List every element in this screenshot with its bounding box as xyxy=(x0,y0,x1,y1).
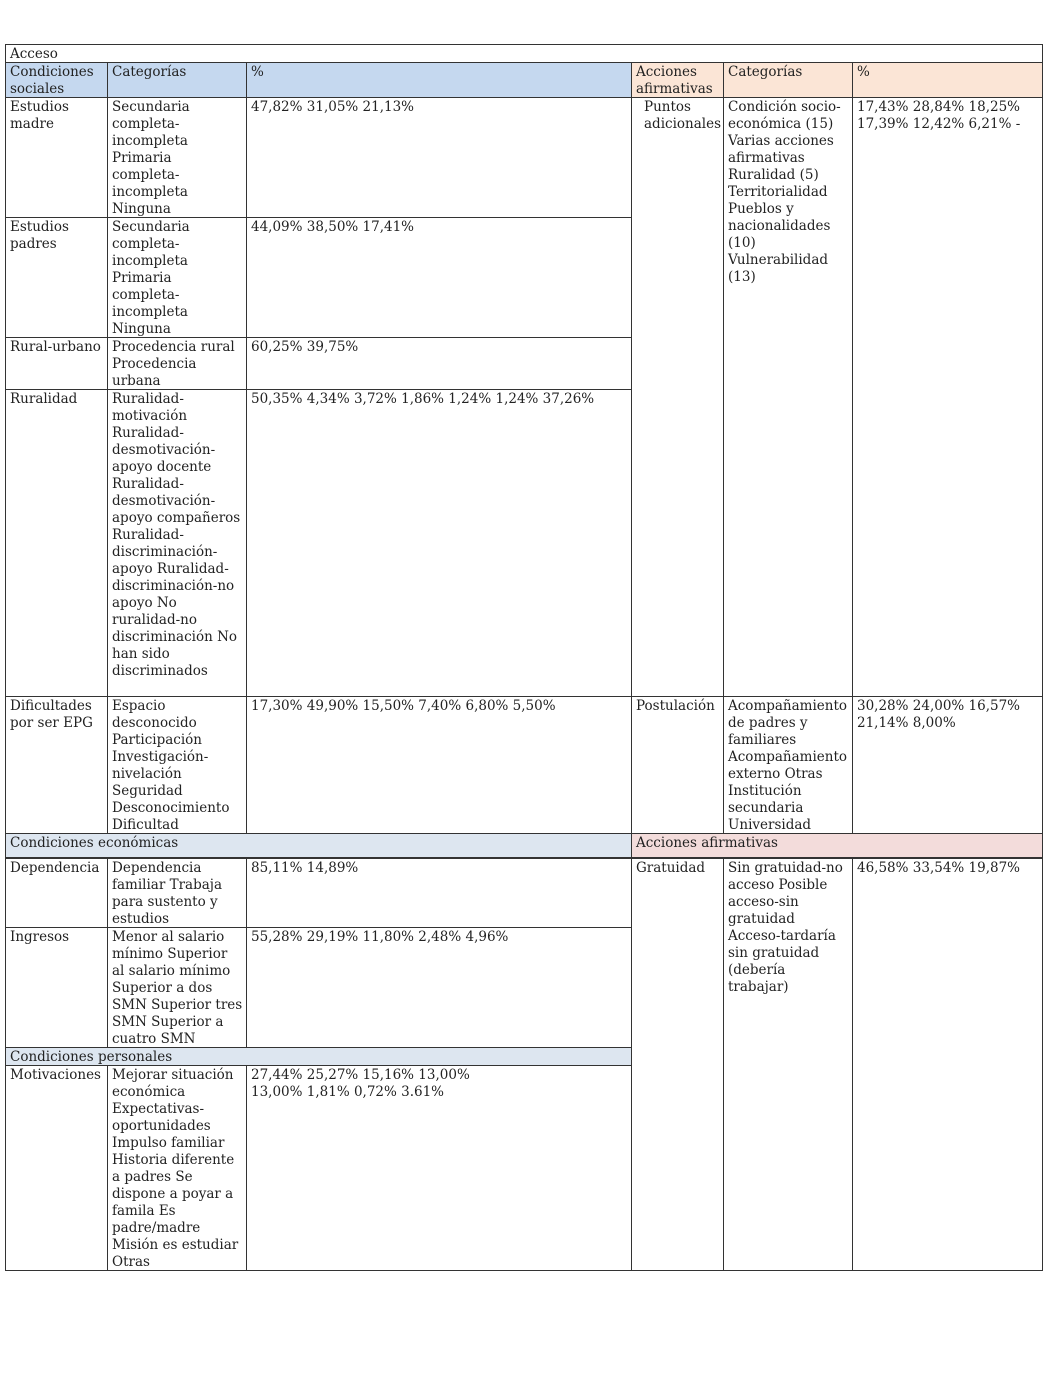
row-condition: Ingresos xyxy=(10,929,70,945)
row-categories: Menor al salario mínimo Superior al salario mínimo Superior a dos SMN Superior tres SMN Superior a cuatro SMN xyxy=(112,929,243,1047)
header-percent: % xyxy=(251,64,264,80)
grid-line xyxy=(852,62,853,834)
action-percent: 46,58% 33,54% 19,87% xyxy=(857,860,1021,876)
grid-line xyxy=(6,1065,631,1066)
affirmative-header: Acciones afirmativas xyxy=(632,834,1042,857)
row-categories: Secundaria completa-incompleta Primaria completa-incompleta Ninguna xyxy=(112,99,190,217)
grid-line xyxy=(852,858,853,1270)
action-categories: Condición socio-económica (15) Varias acciones afirmativas Ruralidad (5) Territorialidad Pueblos y nacionalidades (10) Vulnerabilidad (13) xyxy=(728,99,841,285)
row-condition: Rural-urbano xyxy=(10,339,101,355)
row-percent: 85,11% 14,89% xyxy=(251,860,359,876)
row-categories: Dependencia familiar Trabaja para sustento y estudios xyxy=(112,860,223,927)
access-table xyxy=(5,44,1043,1271)
action-name: Puntos adicionales xyxy=(644,99,721,132)
action-percent: 30,28% 24,00% 16,57% 21,14% 8,00% xyxy=(857,698,1021,731)
row-categories: Mejorar situación económica Expectativas-oportunidades Impulso familiar Historia diferente a padres Se dispone a poyar a famila Es padre/madre Misión es estudiar Otras xyxy=(112,1067,239,1270)
grid-line xyxy=(6,696,1042,697)
row-condition: Ruralidad xyxy=(10,391,78,407)
row-categories: Secundaria completa-incompleta Primaria completa-incompleta Ninguna xyxy=(112,219,190,337)
table-title: Acceso xyxy=(10,46,58,62)
row-percent: 50,35% 4,34% 3,72% 1,86% 1,24% 1,24% 37,26% xyxy=(251,391,595,407)
row-percent: 60,25% 39,75% xyxy=(251,339,359,355)
header-right-percent: % xyxy=(857,64,870,80)
row-percent: 27,44% 25,27% 15,16% 13,00% 13,00% 1,81% 0,72% 3.61% xyxy=(251,1067,470,1100)
personal-header: Condiciones personales xyxy=(6,1048,631,1066)
row-percent: 47,82% 31,05% 21,13% xyxy=(251,99,415,115)
grid-line xyxy=(6,833,1042,834)
action-categories: Acompañamiento de padres y familiares Acompañamiento externo Otras Institución secundaria Universidad xyxy=(728,698,848,833)
header-right-categories: Categorías xyxy=(728,64,803,80)
header-actions: Acciones afirmativas xyxy=(636,64,713,97)
action-categories: Sin gratuidad-no acceso Posible acceso-sin gratuidad Acceso-tardaría sin gratuidad (debería trabajar) xyxy=(728,860,843,995)
row-percent: 17,30% 49,90% 15,50% 7,40% 6,80% 5,50% xyxy=(251,698,556,714)
grid-line xyxy=(723,62,724,834)
row-percent: 44,09% 38,50% 17,41% xyxy=(251,219,415,235)
row-categories: Espacio desconocido Participación Investigación-nivelación Seguridad Desconocimiento Dificultad xyxy=(112,698,230,833)
grid-line xyxy=(6,857,1042,859)
action-percent: 17,43% 28,84% 18,25% 17,39% 12,42% 6,21% - xyxy=(857,99,1021,132)
grid-line xyxy=(6,62,1042,63)
grid-line xyxy=(246,858,247,1048)
row-categories: Procedencia rural Procedencia urbana xyxy=(112,339,235,389)
grid-line xyxy=(6,337,631,338)
grid-line xyxy=(6,389,631,390)
grid-line xyxy=(6,927,631,928)
row-condition: Motivaciones xyxy=(10,1067,101,1083)
header-categories: Categorías xyxy=(112,64,187,80)
economic-header: Condiciones económicas xyxy=(6,834,631,857)
row-percent: 55,28% 29,19% 11,80% 2,48% 4,96% xyxy=(251,929,509,945)
grid-line xyxy=(107,62,108,834)
row-condition: Estudios padres xyxy=(10,219,69,252)
grid-line xyxy=(6,1047,631,1048)
grid-line xyxy=(6,217,631,218)
grid-line xyxy=(107,1065,108,1270)
action-name: Postulación xyxy=(636,698,715,714)
grid-line xyxy=(246,62,247,834)
action-name: Gratuidad xyxy=(636,860,706,876)
grid-line xyxy=(107,858,108,1048)
header-conditions: Condiciones sociales xyxy=(10,64,94,97)
grid-line xyxy=(723,858,724,1270)
row-condition: Estudios madre xyxy=(10,99,69,132)
row-condition: Dependencia xyxy=(10,860,100,876)
grid-line xyxy=(6,97,1042,98)
row-categories: Ruralidad-motivación Ruralidad-desmotivación-apoyo docente Ruralidad-desmotivación-apoyo compañeros Ruralidad-discriminación-apoyo Ruralidad-discriminación-no apoyo No ruralidad-no discriminación No han sido discriminados xyxy=(112,391,241,679)
row-condition: Dificultades por ser EPG xyxy=(10,698,93,731)
grid-line xyxy=(246,1065,247,1270)
grid-line xyxy=(631,62,632,1270)
